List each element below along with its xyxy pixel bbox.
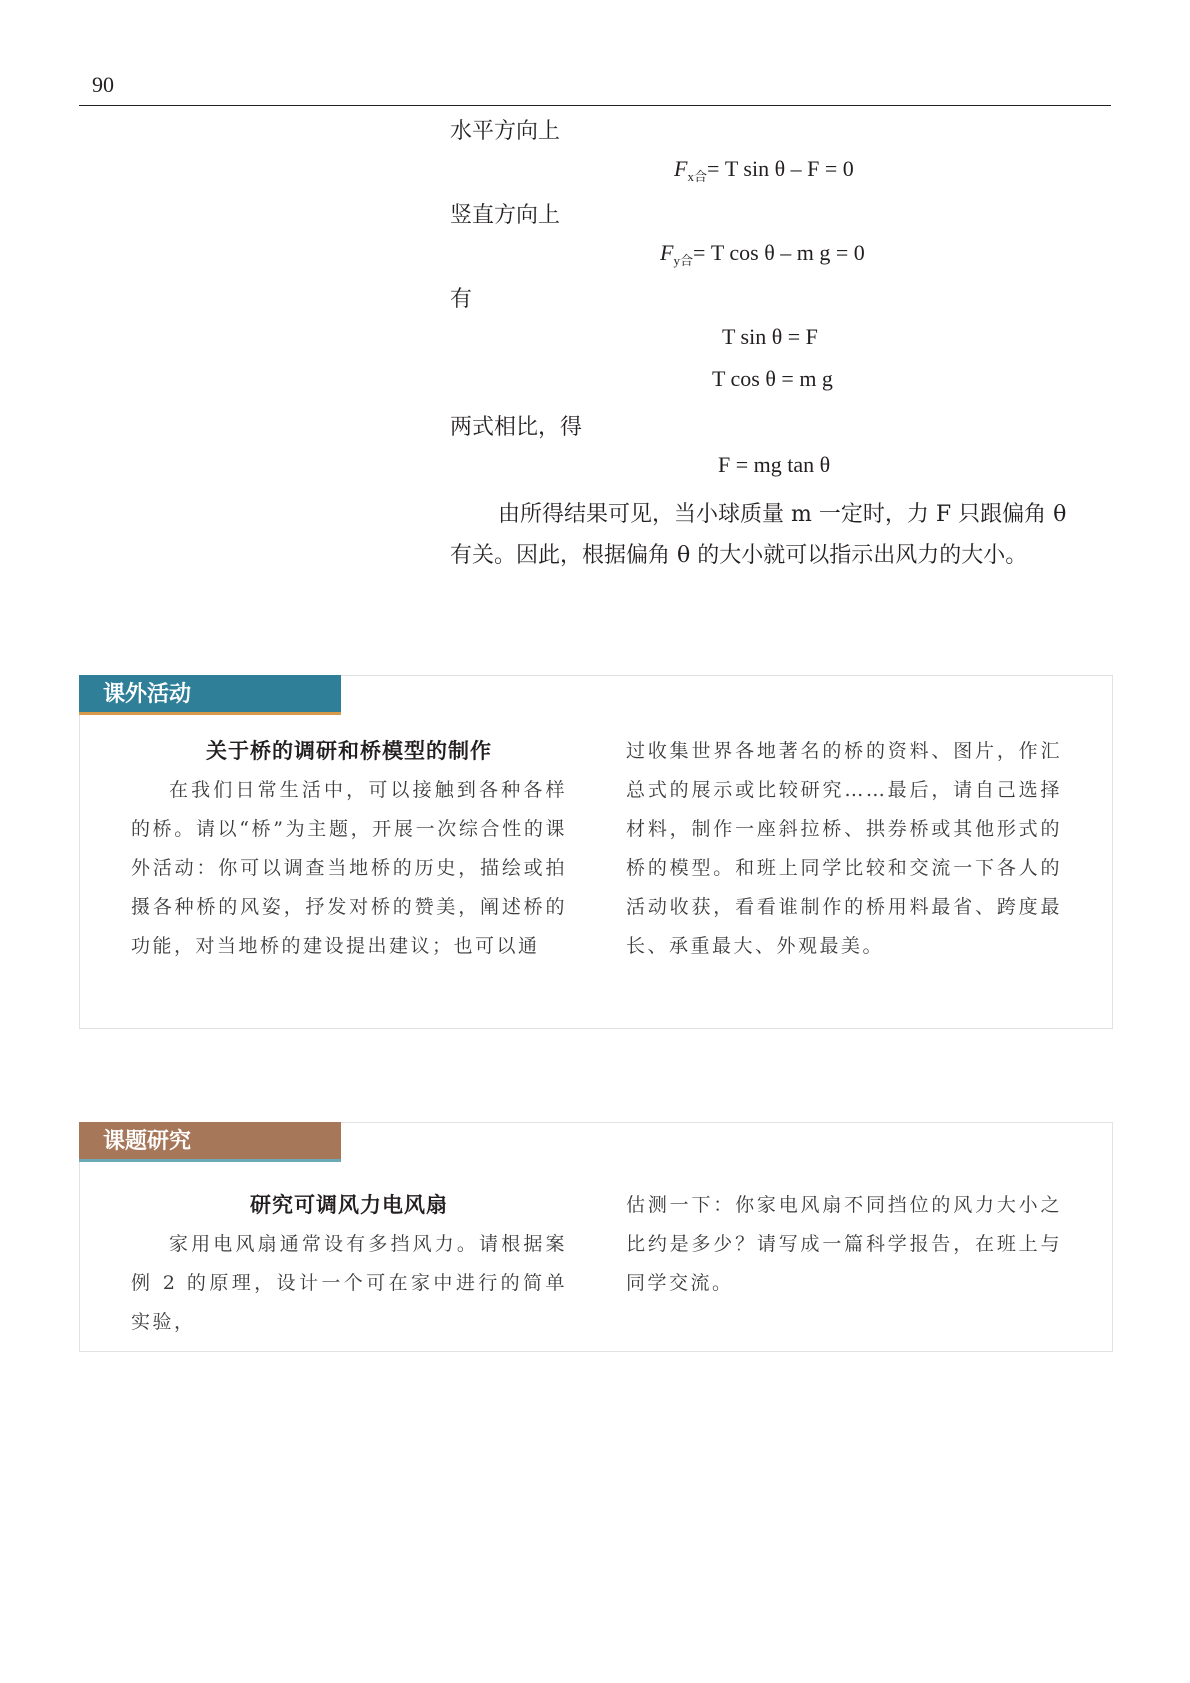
research-title: 研究可调风力电风扇 — [250, 1193, 448, 1217]
conclusion-line-1: 由所得结果可见，当小球质量 m 一定时，力 F 只跟偏角 θ — [498, 502, 1067, 527]
equation-tcos: T cos θ = m g — [712, 366, 833, 391]
research-right-text: 估测一下：你家电风扇不同挡位的风力大小之比约是多少？请写成一篇科学报告，在班上与同学交流。 — [626, 1194, 1062, 1294]
equation-fx — [674, 156, 854, 185]
equation-fy — [660, 240, 865, 269]
research-box — [79, 1122, 1113, 1352]
equation-tsin: T sin θ = F — [722, 324, 818, 349]
activity-right-text: 过收集世界各地著名的桥的资料、图片，作汇总式的展示或比较研究……最后，请自己选择材料，制作一座斜拉桥、拱券桥或其他形式的桥的模型。和班上同学比较和交流一下各人的活动收获，看看谁制作的桥用料最省、跨度最长、承重最大、外观最美。 — [626, 740, 1062, 957]
research-right-column — [626, 1186, 1062, 1303]
research-left-text: 家用电风扇通常设有多挡风力。请根据案例 2 的原理，设计一个可在家中进行的简单实验， — [131, 1233, 567, 1333]
research-left-column — [131, 1186, 567, 1342]
activity-tab: 课外活动 — [79, 675, 341, 715]
activity-left-column — [131, 732, 567, 966]
equation-fy-body: = T cos θ – m g = 0 — [692, 240, 865, 265]
have-label: 有 — [450, 287, 473, 312]
equation-result: F = mg tan θ — [718, 452, 831, 477]
research-tab: 课题研究 — [79, 1122, 341, 1162]
equation-fy-subscript: y合 — [673, 253, 693, 268]
conclusion-paragraph — [450, 494, 1112, 576]
activity-title: 关于桥的调研和桥模型的制作 — [206, 739, 492, 763]
equation-fy-symbol: F — [660, 240, 674, 265]
vertical-direction-label: 竖直方向上 — [450, 203, 561, 228]
horizontal-direction-label: 水平方向上 — [450, 119, 561, 144]
header-rule — [79, 105, 1111, 106]
equation-fx-body: = T sin θ – F = 0 — [706, 156, 854, 181]
activity-box — [79, 675, 1113, 1029]
page-number: 90 — [92, 72, 114, 97]
equation-fx-symbol: F — [674, 156, 688, 181]
activity-right-column — [626, 732, 1062, 966]
ratio-label: 两式相比，得 — [450, 415, 583, 440]
activity-left-text: 在我们日常生活中，可以接触到各种各样的桥。请以“桥”为主题，开展一次综合性的课外活动：你可以调查当地桥的历史，描绘或拍摄各种桥的风姿，抒发对桥的赞美，阐述桥的功能，对当地桥的建设提出建议；也可以通 — [131, 779, 567, 957]
equation-fx-subscript: x合 — [687, 169, 707, 184]
conclusion-line-2: 有关。因此，根据偏角 θ 的大小就可以指示出风力的大小。 — [450, 543, 1028, 568]
